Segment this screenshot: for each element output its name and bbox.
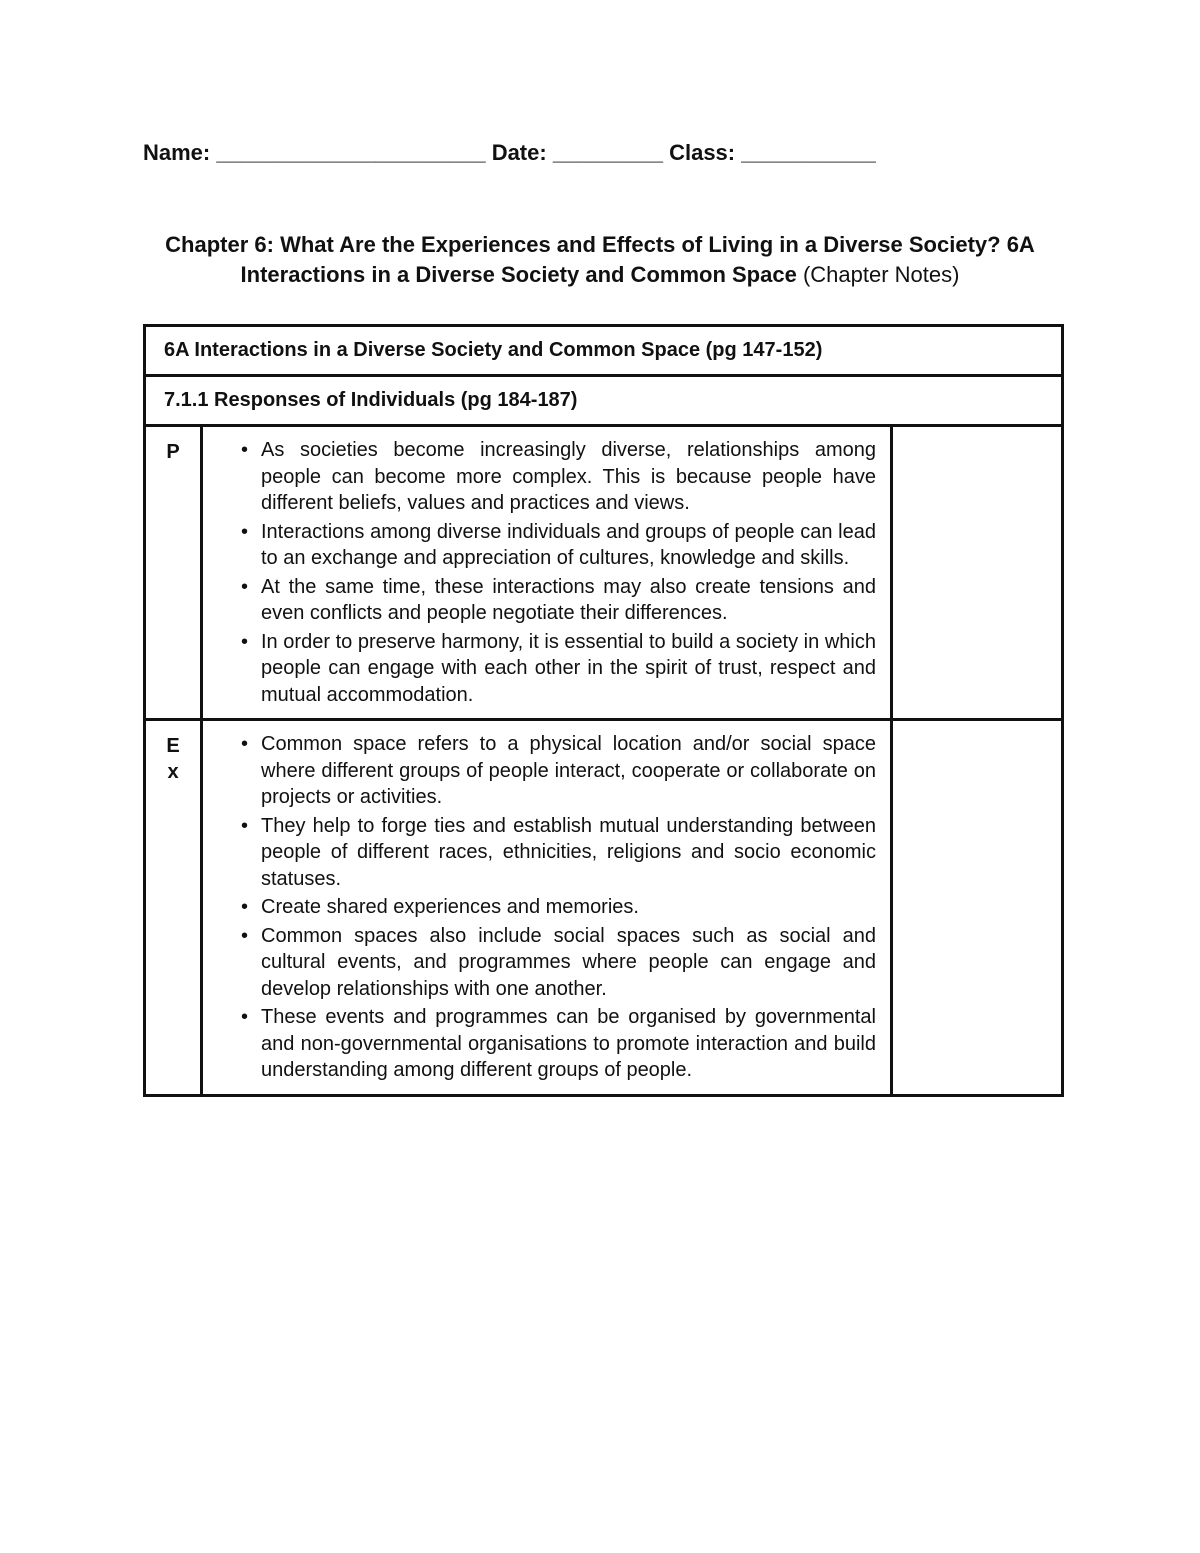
list-item: • In order to preserve harmony, it is essential to build a society in which people can engage with each other in the spirit of trust, respect and mutual accommodation.: [225, 629, 876, 709]
name-label: Name:: [143, 140, 211, 165]
example-content: [202, 720, 892, 1096]
table-row: [145, 720, 1063, 1096]
table-row: [145, 326, 1063, 376]
list-item: • Interactions among diverse individuals and groups of people can lead to an exchange and appreciation of cultures, knowledge and skills.: [225, 519, 876, 572]
example-label-text: E x: [166, 735, 180, 783]
list-item: • As societies become increasingly diverse, relationships among people can become more complex. This is because people have different beliefs, values and practices and views.: [225, 437, 876, 517]
table-row: [145, 426, 1063, 720]
notes-table: [143, 324, 1064, 1097]
class-blank: ___________: [741, 140, 876, 165]
chapter-title: Chapter 6: What Are the Experiences and Effects of Living in a Diverse Society? 6A Interactions in a Diverse Society and Common Space: [165, 232, 1035, 287]
section-heading: 6A Interactions in a Diverse Society and Common Space (pg 147-152): [145, 326, 1063, 376]
list-item: • Common space refers to a physical location and/or social space where different groups of people interact, cooperate or collaborate on projects or activities.: [225, 731, 876, 811]
list-item: • These events and programmes can be organised by governmental and non-governmental organisations to promote interaction and build understanding among different groups of people.: [225, 1004, 876, 1084]
point-label: P: [145, 426, 202, 720]
chapter-notes-suffix: (Chapter Notes): [802, 262, 960, 287]
list-item: • At the same time, these interactions may also create tensions and even conflicts and people negotiate their differences.: [225, 574, 876, 627]
table-row: [145, 376, 1063, 426]
point-content: [202, 426, 892, 720]
date-blank: _________: [552, 140, 663, 165]
date-label: Date:: [491, 140, 547, 165]
page-title: [150, 230, 1050, 290]
name-blank: ______________________: [216, 140, 486, 165]
list-item: • Create shared experiences and memories.: [225, 894, 876, 921]
notes-blank-cell: [892, 720, 1063, 1096]
student-info-line: [143, 140, 1043, 166]
list-item: • Common spaces also include social spaces such as social and cultural events, and programmes where people can engage and develop relationships with one another.: [225, 923, 876, 1003]
example-label: [145, 720, 202, 1096]
notes-blank-cell: [892, 426, 1063, 720]
list-item: • They help to forge ties and establish mutual understanding between people of different races, ethnicities, religions and socio economic statuses.: [225, 813, 876, 893]
subsection-heading: 7.1.1 Responses of Individuals (pg 184-187): [145, 376, 1063, 426]
class-label: Class:: [669, 140, 736, 165]
